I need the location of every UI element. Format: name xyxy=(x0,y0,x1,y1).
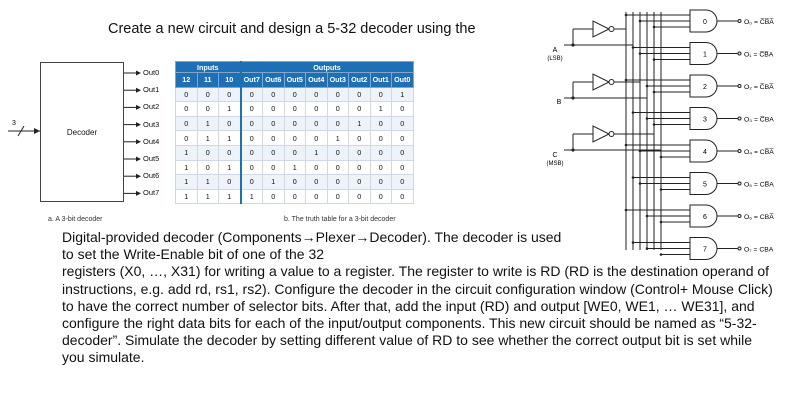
table-cell: 1 xyxy=(306,145,328,160)
header-outputs: Outputs xyxy=(241,62,414,73)
junction-dot xyxy=(632,111,635,114)
junction-dot xyxy=(646,215,649,218)
table-cell: 0 xyxy=(197,87,219,102)
output-equation: O₀ = C̅B̅A̅ xyxy=(744,19,774,26)
caption-a: a. A 3-bit decoder xyxy=(48,216,103,223)
junction-dot xyxy=(660,156,663,159)
junction-dot xyxy=(639,20,642,23)
table-cell: 0 xyxy=(349,102,371,117)
output-arrow-icon xyxy=(136,174,141,179)
junction-dot xyxy=(632,176,635,179)
inverter-icon xyxy=(593,126,609,142)
table-cell: 1 xyxy=(370,102,392,117)
table-cell: 1 xyxy=(219,102,241,117)
output-terminal-icon xyxy=(738,20,741,23)
junction-dot xyxy=(639,52,642,55)
input-c-label: C xyxy=(552,152,558,159)
input-a-note: (LSB) xyxy=(547,56,563,62)
table-cell: 0 xyxy=(327,116,349,131)
table-cell: 0 xyxy=(263,87,285,102)
input-a-label: A xyxy=(552,47,558,54)
junction-dot xyxy=(646,117,649,120)
table-row xyxy=(176,131,414,146)
table-row xyxy=(176,116,414,131)
table-cell: 0 xyxy=(349,131,371,146)
gate-diagram xyxy=(538,0,788,262)
table-cell: 0 xyxy=(284,175,306,190)
table-cell: 0 xyxy=(306,131,328,146)
inverter-bubble xyxy=(609,132,614,137)
table-cell: 0 xyxy=(241,175,263,190)
table-cell: 1 xyxy=(176,160,198,175)
table-cell: 0 xyxy=(349,175,371,190)
output-equation: O₂ = C̅BA̅ xyxy=(744,84,774,91)
table-cell: 0 xyxy=(263,145,285,160)
table-cell: 0 xyxy=(392,131,414,146)
table-cell: 0 xyxy=(197,145,219,160)
column-header: Out1 xyxy=(370,73,392,88)
table-cell: 0 xyxy=(176,87,198,102)
gate-number: 2 xyxy=(703,84,707,91)
table-cell: 0 xyxy=(306,175,328,190)
junction-dot xyxy=(646,85,649,88)
gate-number: 1 xyxy=(703,51,707,59)
decoder-block xyxy=(40,62,124,202)
table-cell: 0 xyxy=(370,87,392,102)
table-cell: 0 xyxy=(241,145,263,160)
decoder-output-label: Out4 xyxy=(143,136,160,146)
table-cell: 1 xyxy=(327,131,349,146)
gate-number: 3 xyxy=(703,116,707,124)
table-row xyxy=(176,160,414,175)
table-cell: 1 xyxy=(392,87,414,102)
table-cell: 0 xyxy=(263,131,285,146)
table-cell: 0 xyxy=(284,87,306,102)
table-row xyxy=(176,87,414,102)
output-terminal-icon xyxy=(738,85,741,88)
table-cell: 0 xyxy=(392,145,414,160)
decoder-output-label: Out3 xyxy=(143,119,160,129)
table-cell: 0 xyxy=(197,160,219,175)
decoder-output-label: Out2 xyxy=(143,102,160,112)
table-cell: 1 xyxy=(176,175,198,190)
table-cell: 0 xyxy=(241,87,263,102)
instructions-text xyxy=(62,229,778,367)
decoder-output-label: Out7 xyxy=(143,188,160,198)
output-terminal-icon xyxy=(738,215,741,218)
table-cell: 1 xyxy=(176,145,198,160)
column-header: 10 xyxy=(219,73,241,88)
output-equation: O₆ = CBA̅ xyxy=(744,214,774,221)
table-cell: 0 xyxy=(306,102,328,117)
table-cell: 1 xyxy=(349,116,371,131)
output-arrow-icon xyxy=(136,88,141,93)
output-equation: O₃ = C̅BA xyxy=(744,116,774,124)
table-cell: 0 xyxy=(392,102,414,117)
table-cell: 1 xyxy=(219,189,241,204)
table-cell: 1 xyxy=(284,160,306,175)
output-arrow-icon xyxy=(136,157,141,162)
junction-dot xyxy=(625,209,628,212)
column-header: Out0 xyxy=(392,73,414,88)
table-cell: 0 xyxy=(370,160,392,175)
table-cell: 0 xyxy=(370,131,392,146)
column-header: Out2 xyxy=(349,73,371,88)
table-cell: 0 xyxy=(306,189,328,204)
table-cell: 1 xyxy=(219,160,241,175)
table-cell: 0 xyxy=(284,145,306,160)
output-arrow-icon xyxy=(136,139,141,144)
junction-dot xyxy=(653,58,656,61)
table-cell: 0 xyxy=(241,160,263,175)
instructions-line-1: Digital-provided decoder (Components→Plexer→Decoder). The decoder is used to set the Write-Enable bit of one of the 32 xyxy=(62,229,562,263)
junction-dot xyxy=(653,123,656,126)
output-arrow-icon xyxy=(136,105,141,110)
table-row xyxy=(176,175,414,190)
table-row xyxy=(176,145,414,160)
output-equation: O₁ = C̅B̅A xyxy=(744,51,774,59)
table-cell: 0 xyxy=(263,116,285,131)
table-cell: 1 xyxy=(219,131,241,146)
table-row xyxy=(176,102,414,117)
inverter-bubble xyxy=(609,80,614,85)
output-equation: O₇ = CBA xyxy=(744,246,774,254)
table-cell: 0 xyxy=(219,116,241,131)
decoder-output-label: Out1 xyxy=(143,85,160,95)
decoder-output-label: Out0 xyxy=(143,68,160,77)
column-header: Out4 xyxy=(306,73,328,88)
output-arrow-icon xyxy=(136,191,141,196)
table-cell: 0 xyxy=(241,102,263,117)
gate-number: 4 xyxy=(703,149,707,156)
column-header: Out3 xyxy=(327,73,349,88)
table-cell: 0 xyxy=(370,145,392,160)
junction-dot xyxy=(653,91,656,94)
table-cell: 0 xyxy=(284,131,306,146)
table-cell: 0 xyxy=(349,160,371,175)
junction-dot xyxy=(625,144,628,147)
table-cell: 0 xyxy=(349,189,371,204)
junction-dot xyxy=(660,221,663,224)
table-cell: 0 xyxy=(349,145,371,160)
decoder-output-label: Out5 xyxy=(143,154,160,163)
input-c-note: (MSB) xyxy=(546,161,564,167)
table-cell: 0 xyxy=(263,102,285,117)
table-cell: 0 xyxy=(176,102,198,117)
table-cell: 0 xyxy=(392,189,414,204)
table-cell: 0 xyxy=(306,116,328,131)
table-cell: 0 xyxy=(197,102,219,117)
table-cell: 0 xyxy=(219,87,241,102)
junction-dot xyxy=(653,26,656,29)
table-cell: 1 xyxy=(241,189,263,204)
junction-dot xyxy=(632,46,635,49)
inverter-bubble xyxy=(609,27,614,32)
table-cell: 0 xyxy=(284,189,306,204)
column-header: Out7 xyxy=(241,73,263,88)
header-inputs: Inputs xyxy=(176,62,241,73)
table-cell: 0 xyxy=(306,87,328,102)
table-cell: 0 xyxy=(284,116,306,131)
table-cell: 0 xyxy=(370,189,392,204)
table-cell: 0 xyxy=(176,116,198,131)
table-cell: 0 xyxy=(392,160,414,175)
output-equation: O₄ = CB̅A̅ xyxy=(744,149,774,156)
truth-table xyxy=(175,61,414,204)
table-cell: 1 xyxy=(176,189,198,204)
table-cell: 1 xyxy=(197,116,219,131)
table-cell: 0 xyxy=(392,116,414,131)
column-header: Out5 xyxy=(284,73,306,88)
table-cell: 0 xyxy=(219,175,241,190)
intro-text: Create a new circuit and design a 5-32 decoder using the xyxy=(108,21,476,37)
table-cell: 0 xyxy=(327,189,349,204)
junction-dot xyxy=(639,182,642,185)
inverter-icon xyxy=(593,74,609,90)
bus-width-label: 3 xyxy=(12,120,16,127)
output-terminal-icon xyxy=(738,150,741,153)
gate-number: 6 xyxy=(703,214,707,221)
table-cell: 0 xyxy=(284,102,306,117)
instructions-rest: registers (X0, …, X31) for writing a value to a register. The register to write is RD (RD is the destination operand of instructions, e.g. add rd, rs1, rs2). Configure the decoder in the circuit configuration window (Control+ Mouse Click) to have the correct number of selector bits. After that, add the input (RD) and output [WE0, WE1, … WE31], and configure the right data bits for each of the input/output components. This new circuit should be named as “5-32-decoder”. Simulate the decoder by setting different value of RD to see whether the correct output bit is set while you simulate. xyxy=(62,263,773,366)
inverter-icon xyxy=(593,21,609,37)
table-row xyxy=(176,189,414,204)
decoder-output-label: Out6 xyxy=(143,171,160,181)
table-cell: 0 xyxy=(327,145,349,160)
input-b-label: B xyxy=(556,99,562,106)
table-cell: 1 xyxy=(197,189,219,204)
output-terminal-icon xyxy=(738,52,741,55)
gate-number: 7 xyxy=(703,246,707,254)
table-cell: 0 xyxy=(370,175,392,190)
column-header: 12 xyxy=(176,73,198,88)
column-header: Out6 xyxy=(263,73,285,88)
output-terminal-icon xyxy=(738,182,741,185)
table-cell: 1 xyxy=(197,131,219,146)
table-cell: 0 xyxy=(306,160,328,175)
decoder-block-label: Decoder xyxy=(66,127,98,137)
table-cell: 0 xyxy=(219,145,241,160)
table-cell: 0 xyxy=(176,131,198,146)
table-cell: 1 xyxy=(263,175,285,190)
junction-dot xyxy=(625,79,628,82)
output-terminal-icon xyxy=(738,117,741,120)
table-cell: 0 xyxy=(370,116,392,131)
gate-number: 0 xyxy=(703,19,707,26)
column-header: 11 xyxy=(197,73,219,88)
caption-b: b. The truth table for a 3-bit decoder xyxy=(284,216,396,223)
output-equation: O₅ = CB̅A xyxy=(744,181,774,189)
table-cell: 0 xyxy=(327,102,349,117)
junction-dot xyxy=(625,14,628,17)
output-arrow-icon xyxy=(136,122,141,127)
table-cell: 0 xyxy=(327,160,349,175)
table-cell: 1 xyxy=(197,175,219,190)
table-cell: 0 xyxy=(392,175,414,190)
table-cell: 0 xyxy=(241,116,263,131)
output-arrow-icon xyxy=(136,71,141,76)
table-cell: 0 xyxy=(327,175,349,190)
table-cell: 0 xyxy=(241,131,263,146)
junction-dot xyxy=(660,188,663,191)
table-cell: 0 xyxy=(327,87,349,102)
table-cell: 0 xyxy=(263,189,285,204)
table-cell: 0 xyxy=(349,87,371,102)
table-cell: 0 xyxy=(263,160,285,175)
gate-number: 5 xyxy=(703,181,707,189)
junction-dot xyxy=(639,150,642,153)
